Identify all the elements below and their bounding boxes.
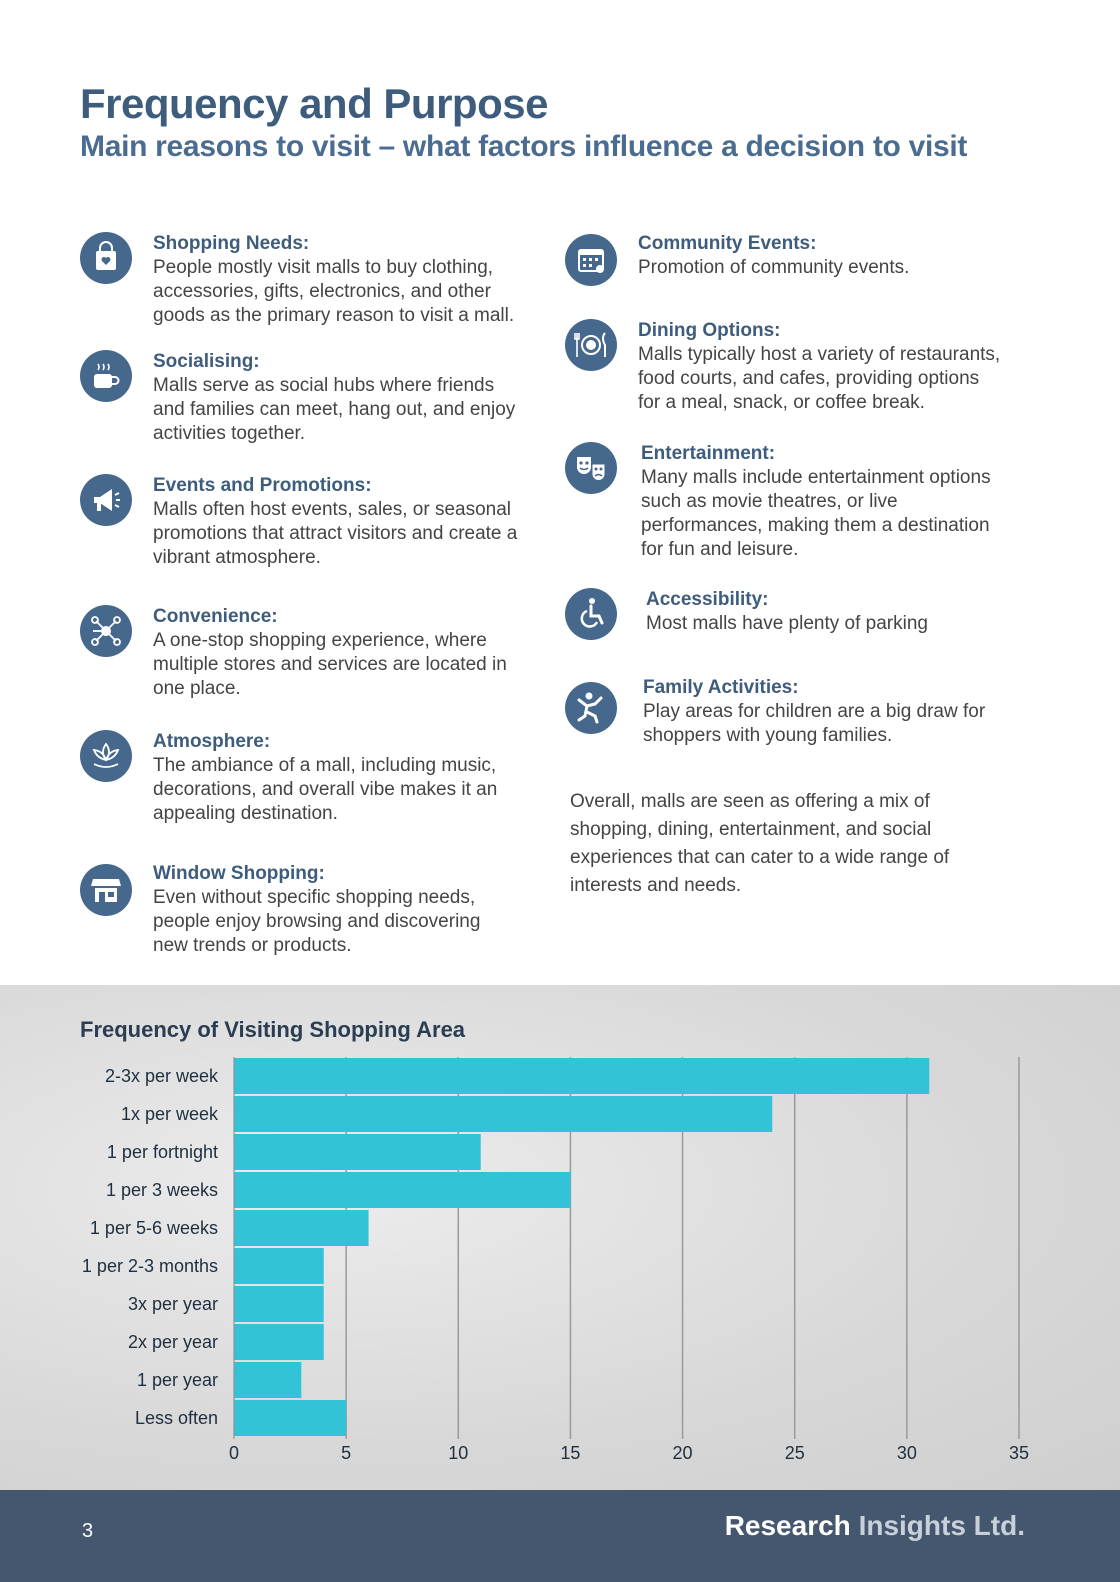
reason-title: Events and Promotions: [153,475,372,496]
reason-line: Many malls include entertainment options [641,467,991,488]
dining-plate-icon [565,319,617,371]
page-number: 3 [82,1520,94,1542]
category-label: 1 per year [136,1370,218,1390]
reason-title: Atmosphere: [153,731,271,752]
reason-line: activities together. [153,423,306,444]
reason-line: Even without specific shopping needs, [153,887,476,908]
reason-line: and families can meet, hang out, and enjoy [153,399,516,420]
reason-title: Window Shopping: [153,863,325,884]
reason-line: People mostly visit malls to buy clothing, [153,257,494,278]
shopping-bag-icon [80,232,132,284]
x-tick-label: 20 [672,1443,693,1463]
category-label: 3x per year [127,1294,218,1314]
family-activity-icon [565,682,617,734]
reason-line: for fun and leisure. [641,539,799,560]
x-tick-label: 30 [896,1443,917,1463]
reason-line: The ambiance of a mall, including music, [153,755,497,776]
category-label: 1 per 5-6 weeks [89,1218,218,1238]
reason-line: promotions that attract visitors and create a [153,523,518,544]
summary-line: interests and needs. [570,875,742,896]
reason-title: Family Activities: [643,677,799,698]
page-title: Frequency and Purpose [80,80,548,127]
summary-paragraph [570,788,990,900]
reason-line: for a meal, snack, or coffee break. [638,392,925,413]
reason-title: Convenience: [153,606,278,627]
storefront-icon [80,864,132,916]
x-tick-label: 15 [560,1443,581,1463]
reason-title: Community Events: [638,233,817,254]
summary-line: shopping, dining, entertainment, and social [570,819,932,840]
category-label: Less often [134,1408,218,1428]
x-tick-label: 5 [341,1443,352,1463]
reason-line: Malls typically host a variety of restaurants, [638,344,1001,365]
brand-bold: Research [724,1510,851,1541]
reason-line: Malls serve as social hubs where friends [153,375,495,396]
x-tick-label: 0 [228,1443,240,1463]
summary-line: Overall, malls are seen as offering a mix of [570,791,930,812]
reason-line: food courts, and cafes, providing options [638,368,980,389]
reason-line: accessories, gifts, electronics, and other [153,281,491,302]
category-label: 1 per 3 weeks [105,1180,218,1200]
reason-line: shoppers with young families. [643,725,893,746]
reason-line: Promotion of community events. [638,257,910,278]
category-label: 1 per fortnight [106,1142,218,1162]
coffee-cup-icon [80,350,132,402]
category-label: 2-3x per week [104,1066,218,1086]
reason-line: goods as the primary reason to visit a mall. [153,305,515,326]
reason-title: Shopping Needs: [153,233,310,254]
reason-line: Play areas for children are a big draw for [643,701,986,722]
category-label: 2x per year [127,1332,218,1352]
theatre-masks-icon [565,442,617,494]
page-subtitle: Main reasons to visit – what factors influence a decision to visit [80,130,968,163]
megaphone-icon [80,474,132,526]
brand-light: Insights Ltd. [858,1510,1025,1541]
category-label: 1 per 2-3 months [81,1256,218,1276]
reason-title: Dining Options: [638,320,781,341]
reason-line: vibrant atmosphere. [153,547,321,568]
chart-background [0,985,1120,1490]
reason-line: Most malls have plenty of parking [646,613,928,634]
reason-line: performances, making them a destination [641,515,990,536]
reason-title: Entertainment: [641,443,776,464]
summary-line: experiences that can cater to a wide range of [570,847,950,868]
reason-title: Socialising: [153,351,260,372]
x-tick-label: 10 [448,1443,469,1463]
reason-line: Malls often host events, sales, or seasonal [153,499,512,520]
network-hub-icon [80,605,132,657]
reason-line: A one-stop shopping experience, where [153,630,487,651]
reason-line: multiple stores and services are located in [153,654,507,675]
reason-line: decorations, and overall vibe makes it an [153,779,498,800]
reason-title: Accessibility: [646,589,769,610]
wheelchair-icon [565,588,617,640]
reason-line: people enjoy browsing and discovering [153,911,481,932]
reason-line: one place. [153,678,241,699]
brand-logo [725,1510,1025,1542]
reason-line: such as movie theatres, or live [641,491,898,512]
category-label: 1x per week [120,1104,218,1124]
chart-title: Frequency of Visiting Shopping Area [80,1017,466,1042]
calendar-icon [565,234,617,286]
x-tick-label: 25 [784,1443,805,1463]
lotus-icon [80,730,132,782]
reason-line: new trends or products. [153,935,352,956]
x-tick-label: 35 [1008,1443,1030,1463]
reason-line: appealing destination. [153,803,338,824]
